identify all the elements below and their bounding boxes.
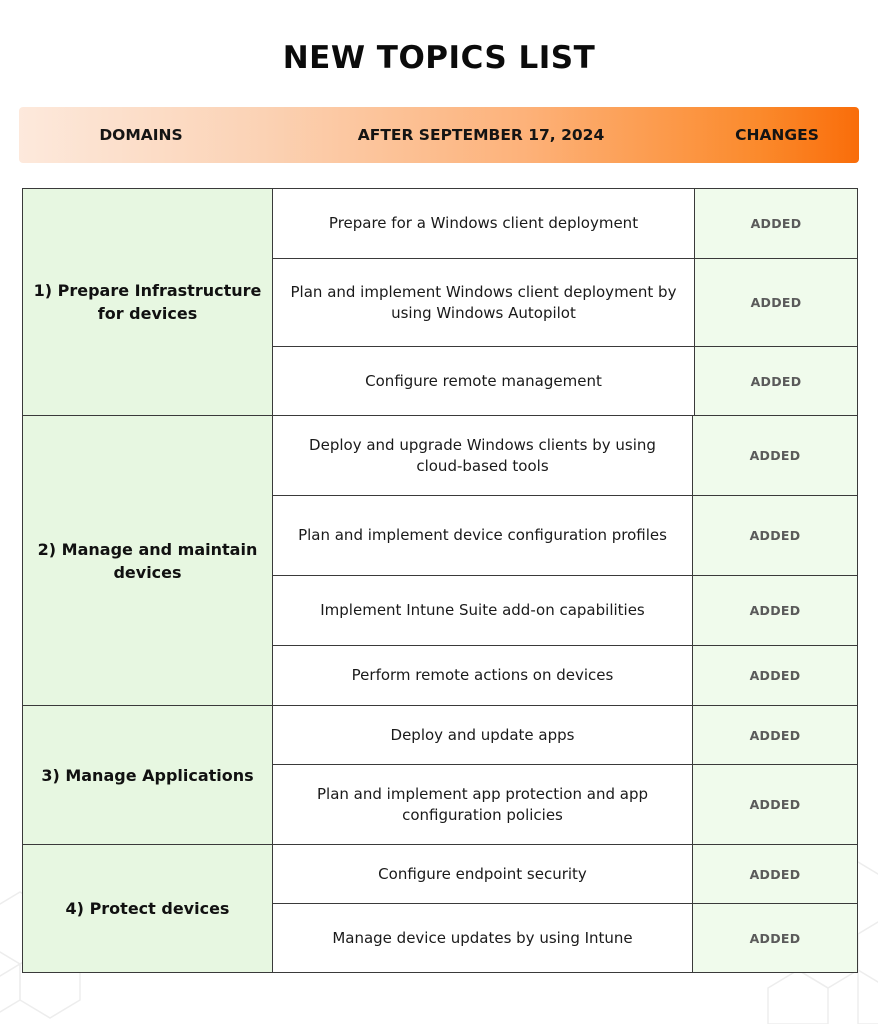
change-cell: ADDED	[695, 347, 857, 415]
table-row	[273, 416, 857, 496]
topic-cell: Deploy and update apps	[273, 706, 693, 764]
table-row	[273, 496, 857, 576]
topic-cell: Configure remote management	[273, 347, 695, 415]
change-cell: ADDED	[693, 904, 857, 972]
change-cell: ADDED	[693, 845, 857, 903]
table-row	[273, 706, 857, 765]
table-row	[273, 576, 857, 646]
header-after-date: AFTER SEPTEMBER 17, 2024	[357, 126, 605, 144]
change-cell: ADDED	[693, 646, 857, 705]
table-row	[273, 189, 857, 259]
change-cell: ADDED	[695, 189, 857, 258]
topic-cell: Prepare for a Windows client deployment	[273, 189, 695, 258]
change-cell: ADDED	[693, 576, 857, 645]
change-cell: ADDED	[695, 259, 857, 346]
table-row	[273, 765, 857, 844]
table-row	[273, 904, 857, 972]
topic-cell: Configure endpoint security	[273, 845, 693, 903]
change-cell: ADDED	[693, 416, 857, 495]
table-row	[273, 646, 857, 705]
topic-cell: Plan and implement device configuration profiles	[273, 496, 693, 575]
domain-group-4	[22, 844, 858, 973]
table-row	[273, 347, 857, 415]
topic-cell: Perform remote actions on devices	[273, 646, 693, 705]
topic-cell: Implement Intune Suite add-on capabilities	[273, 576, 693, 645]
domain-cell: 4) Protect devices	[23, 845, 273, 972]
change-cell: ADDED	[693, 765, 857, 844]
topic-cell: Manage device updates by using Intune	[273, 904, 693, 972]
table-row	[273, 259, 857, 347]
change-cell: ADDED	[693, 496, 857, 575]
domain-cell: 2) Manage and maintain devices	[23, 416, 273, 705]
topic-cell: Plan and implement app protection and app configuration policies	[273, 765, 693, 844]
page-title: NEW TOPICS LIST	[282, 40, 596, 76]
table-header	[19, 107, 859, 163]
domain-cell: 3) Manage Applications	[23, 706, 273, 844]
header-changes: CHANGES	[735, 126, 819, 144]
header-domains: DOMAINS	[99, 126, 183, 144]
domain-group-2	[22, 415, 858, 706]
domain-group-3	[22, 705, 858, 845]
domain-group-1	[22, 188, 858, 416]
topic-cell: Deploy and upgrade Windows clients by using cloud-based tools	[273, 416, 693, 495]
topic-cell: Plan and implement Windows client deployment by using Windows Autopilot	[273, 259, 695, 346]
table-row	[273, 845, 857, 904]
domain-cell: 1) Prepare Infrastructure for devices	[23, 189, 273, 415]
change-cell: ADDED	[693, 706, 857, 764]
